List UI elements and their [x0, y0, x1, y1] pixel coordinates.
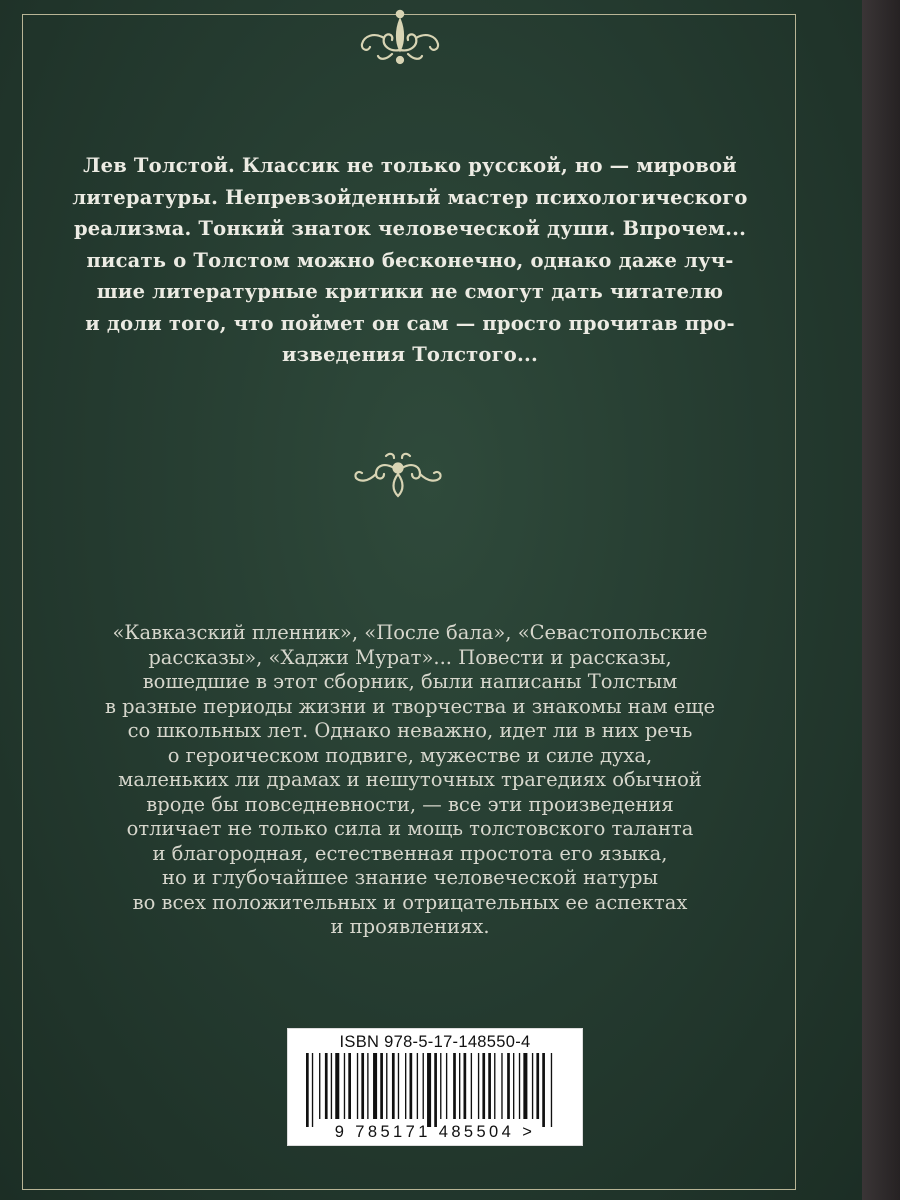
- blurb-bottom-line: со школьных лет. Однако неважно, идет ли в них речь: [127, 719, 693, 742]
- barcode-bar: [335, 1053, 339, 1119]
- barcode-bar: [482, 1053, 485, 1119]
- barcode-bar: [312, 1053, 313, 1127]
- blurb-top: [40, 150, 780, 371]
- barcode-bar: [367, 1053, 368, 1119]
- barcode-bar: [373, 1053, 377, 1119]
- barcode-bar: [440, 1053, 441, 1119]
- barcode-bar: [501, 1053, 502, 1119]
- barcode-bar: [471, 1053, 472, 1119]
- barcode-bar: [410, 1053, 413, 1119]
- blurb-bottom-line: о героическом подвиге, мужестве и силе духа,: [167, 743, 653, 767]
- barcode-bar: [434, 1053, 437, 1127]
- barcode-bar: [357, 1053, 358, 1119]
- blurb-bottom-line: вошедшие в этот сборник, были написаны Толстым: [142, 670, 678, 693]
- barcode-bar: [344, 1053, 345, 1119]
- barcode-bar: [423, 1053, 424, 1119]
- blurb-top-line: изведения Толстого...: [282, 343, 538, 366]
- blurb-bottom-line: рассказы», «Хаджи Мурат»... Повести и рассказы,: [148, 645, 672, 669]
- barcode-bar: [488, 1053, 491, 1119]
- barcode-bar: [494, 1053, 495, 1119]
- blurb-bottom-line: отличает не только сила и мощь толстовского таланта: [126, 817, 694, 840]
- barcode-bar: [536, 1053, 539, 1119]
- barcode-bar: [478, 1053, 479, 1119]
- blurb-bottom-line: маленьких ли драмах и нешуточных трагедиях обычной: [118, 768, 702, 791]
- blurb-bottom-line: и проявлениях.: [330, 915, 490, 938]
- barcode-bar: [392, 1053, 395, 1119]
- blurb-top-line: и доли того, что поймет он сам — просто прочитав про-: [85, 311, 735, 335]
- barcode-bar: [380, 1053, 383, 1119]
- blurb-top-line: реализма. Тонкий знаток человеческой души. Впрочем...: [73, 217, 747, 240]
- isbn-barcode: [287, 1028, 583, 1146]
- blurb-bottom: [40, 621, 780, 940]
- barcode-bars: [300, 1053, 572, 1127]
- barcode-bar: [513, 1053, 514, 1119]
- barcode-bar: [519, 1053, 520, 1119]
- barcode-bar: [405, 1053, 406, 1119]
- blurb-top-line: писать о Толстом можно бесконечно, однако даже луч-: [86, 248, 734, 272]
- book-spine-edge: [862, 0, 900, 1200]
- isbn-digits: 9 785171 485504 >: [334, 1123, 536, 1141]
- blurb-bottom-line: но и глубочайшее знание человеческой натуры: [161, 866, 659, 889]
- barcode-bar: [417, 1053, 418, 1119]
- barcode-bar: [398, 1053, 399, 1119]
- barcode-bar: [459, 1053, 460, 1119]
- blurb-bottom-line: в разные периоды жизни и творчества и знакомы нам еще: [104, 694, 715, 718]
- barcode-bar: [361, 1053, 364, 1119]
- barcode-bar: [532, 1053, 533, 1119]
- blurb-top-line: Лев Толстой. Классик не только русской, но — мировой: [83, 154, 737, 177]
- barcode-bar: [464, 1053, 467, 1119]
- barcode-bar: [446, 1053, 447, 1119]
- barcode-bar: [551, 1053, 552, 1127]
- fleuron-ornament-middle-icon: [348, 432, 448, 508]
- blurb-top-line: литературы. Непревзойденный мастер психологического: [72, 185, 748, 209]
- barcode-bar: [453, 1053, 456, 1119]
- barcode-bar: [427, 1053, 431, 1127]
- barcode-bar: [331, 1053, 332, 1119]
- barcode-bar: [386, 1053, 387, 1119]
- barcode-bar: [542, 1053, 545, 1127]
- blurb-bottom-line: и благородная, естественная простота его языка,: [152, 841, 668, 865]
- blurb-bottom-line: во всех положительных и отрицательных ее аспектах: [132, 890, 688, 914]
- barcode-bar: [523, 1053, 527, 1119]
- blurb-bottom-line: вроде бы повседневности, — все эти произведения: [146, 792, 674, 816]
- barcode-bar: [325, 1053, 328, 1119]
- barcode-bar: [306, 1053, 309, 1127]
- barcode-bar: [319, 1053, 320, 1119]
- barcode-bar: [348, 1053, 351, 1119]
- fleuron-ornament-top-icon: [350, 2, 450, 74]
- barcode-bar: [507, 1053, 510, 1119]
- blurb-bottom-line: «Кавказский пленник», «После бала», «Севастопольские: [112, 621, 708, 644]
- isbn-label: ISBN 978-5-17-148550-4: [339, 1033, 531, 1051]
- blurb-top-line: шие литературные критики не смогут дать читателю: [96, 280, 724, 303]
